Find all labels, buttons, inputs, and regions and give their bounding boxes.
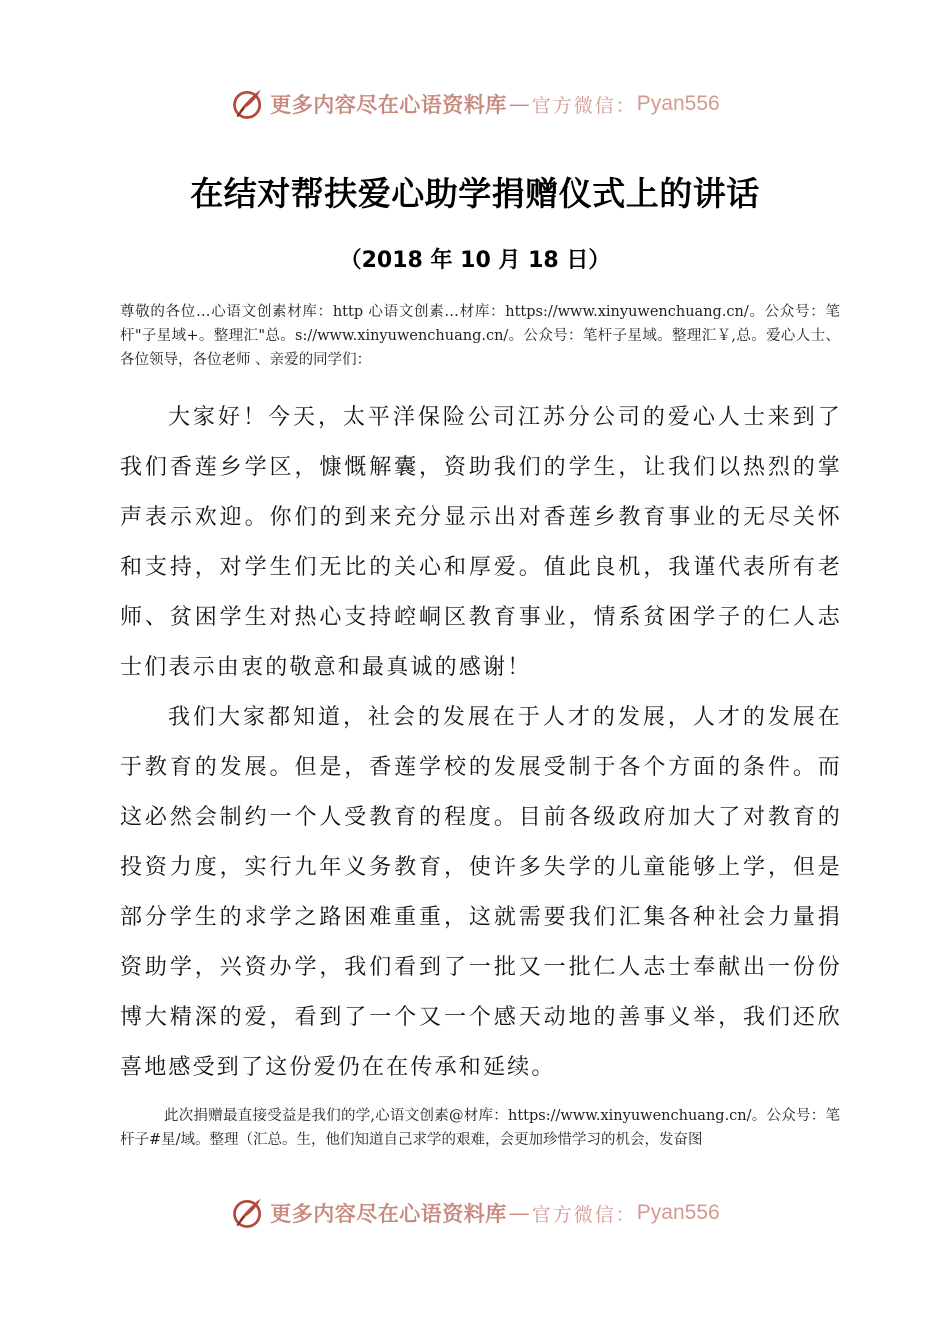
- footer-banner: [0, 1193, 950, 1233]
- banner-dash: —: [508, 92, 530, 116]
- banner-wechat-label: 官方微信：: [531, 94, 637, 117]
- greeting-paragraph: 尊敬的各位…心语文创素材库：http 心语文创素…材库：https://www.xinyuwenchuang.cn/。公众号：笔杆"子星域+。整理汇"总。s://www.xinyuwenchuang.cn/。公众号：笔杆子星域。整理汇￥,总。爱心人士、各位领导，各位老师 、亲爱的同学们：: [120, 304, 840, 368]
- banner-dash: —: [508, 1201, 530, 1225]
- speech-date: （2018 年 10 月 18 日）: [339, 248, 611, 273]
- body-paragraph-2: 我们大家都知道，社会的发展在于人才的发展，人才的发展在于教育的发展。但是，香莲学校的发展受制于各个方面的条件。而这必然会制约一个人受教育的程度。目前各级政府加大了对教育的投资力度，实行九年义务教育，使许多失学的儿童能够上学，但是部分学生的求学之路困难重重，这就需要我们汇集各种社会力量捐资助学，兴资办学，我们看到了一批又一批仁人志士奉献出一份份博大精深的爱，看到了一个又一个感天动地的善事义举，我们还欣喜地感受到了这份爱仍在在传承和延续。: [120, 705, 842, 1080]
- page-title: 在结对帮扶爱心助学捐赠仪式上的讲话: [190, 174, 760, 213]
- banner-wechat-id: Pyan556: [636, 1201, 720, 1224]
- banner-wechat-label: 官方微信：: [531, 1203, 637, 1226]
- quill-logo-icon: [230, 86, 266, 122]
- header-banner: [0, 84, 950, 124]
- banner-text: 更多内容尽在心语资料库: [270, 92, 507, 117]
- body-paragraph-1: 大家好！今天，太平洋保险公司江苏分公司的爱心人士来到了我们香莲乡学区，慷慨解囊，资助我们的学生，让我们以热烈的掌声表示欢迎。你们的到来充分显示出对香莲乡教育事业的无尽关怀和支持，对学生们无比的关心和厚爱。值此良机，我谨代表所有老师、贫困学生对热心支持崆峒区教育事业，情系贫困学子的仁人志士们表示由衷的敬意和最真诚的感谢！: [120, 405, 842, 680]
- banner-text: 更多内容尽在心语资料库: [270, 1201, 507, 1226]
- body-paragraph-3: 此次捐赠最直接受益是我们的学,心语文创素@材库：https://www.xinyuwenchuang.cn/。公众号：笔杆子#星/域。整理（汇总。生，他们知道自己求学的艰难，会更加珍惜学习的机会，发奋图: [120, 1108, 840, 1148]
- banner-wechat-id: Pyan556: [636, 92, 720, 115]
- quill-logo-icon: [230, 1195, 266, 1231]
